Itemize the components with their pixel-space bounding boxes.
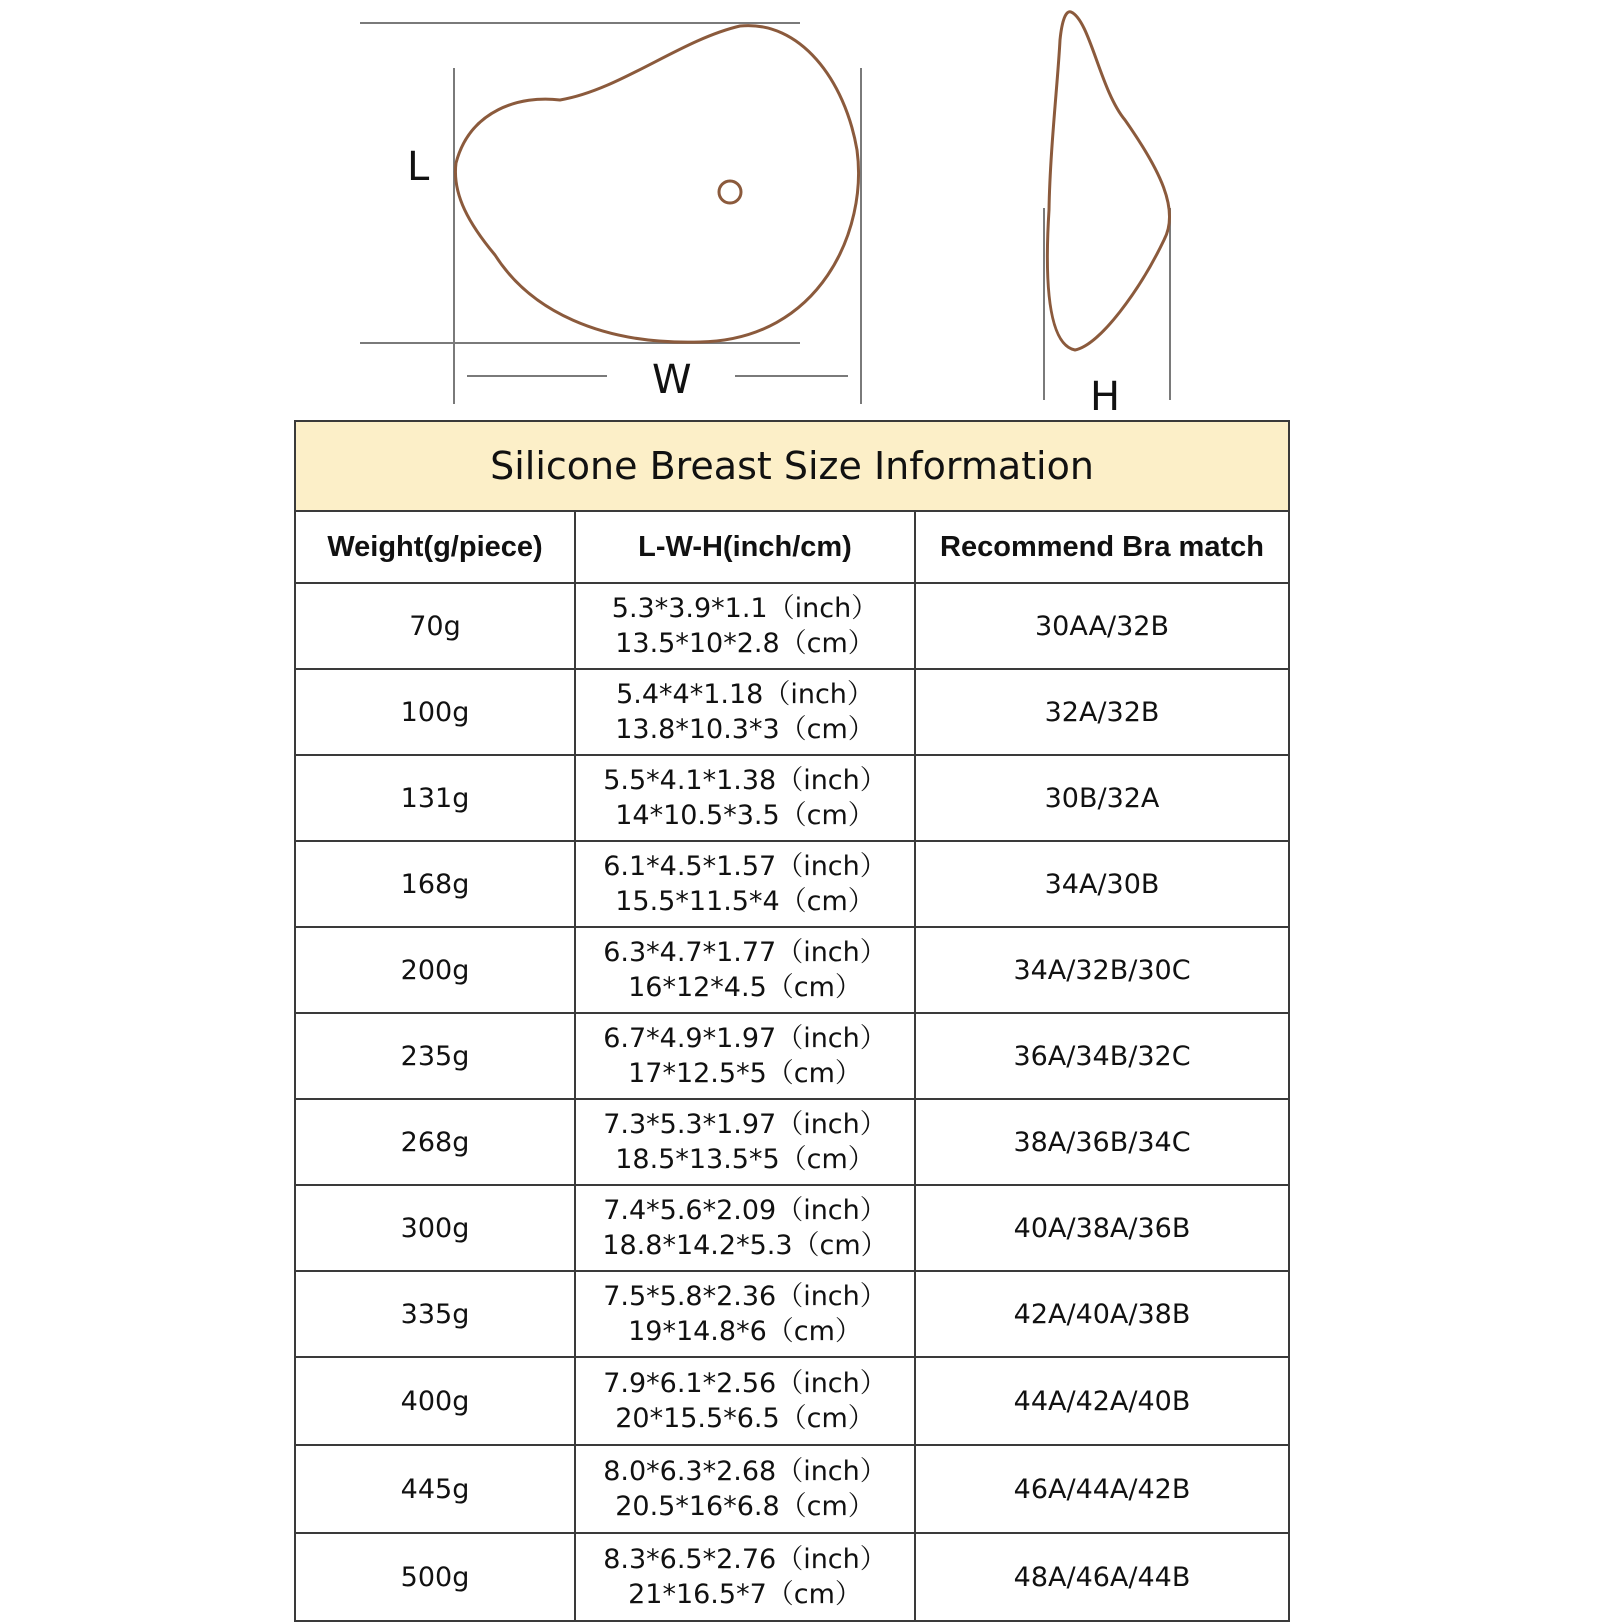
dimensions-cell (575, 1099, 915, 1185)
table-row (295, 841, 1289, 927)
length-label: L (407, 144, 430, 190)
dimensions-cm: 19*14.8*6（cm） (628, 1316, 862, 1347)
dimensions-cell (575, 1533, 915, 1621)
height-label: H (1090, 374, 1121, 420)
table-row (295, 927, 1289, 1013)
bra-match-cell: 36A/34B/32C (915, 1013, 1289, 1099)
dimensions-cell (575, 669, 915, 755)
dimensions-cell (575, 1013, 915, 1099)
bra-match-cell: 32A/32B (915, 669, 1289, 755)
header-dimensions: L-W-H(inch/cm) (575, 511, 915, 583)
size-diagram (0, 0, 1601, 420)
weight-cell: 300g (295, 1185, 575, 1271)
table-header-row (295, 511, 1289, 583)
weight-cell: 445g (295, 1445, 575, 1533)
weight-cell: 168g (295, 841, 575, 927)
dimensions-cm: 18.8*14.2*5.3（cm） (602, 1230, 888, 1261)
bra-match-cell: 34A/30B (915, 841, 1289, 927)
weight-cell: 131g (295, 755, 575, 841)
nipple-marker (719, 181, 741, 203)
bra-match-cell: 34A/32B/30C (915, 927, 1289, 1013)
dimensions-cell (575, 927, 915, 1013)
dimensions-cell (575, 1271, 915, 1357)
table-row (295, 583, 1289, 669)
table-row (295, 1099, 1289, 1185)
table-row (295, 1445, 1289, 1533)
dimensions-cm: 13.8*10.3*3（cm） (615, 714, 875, 745)
bra-match-cell: 46A/44A/42B (915, 1445, 1289, 1533)
weight-cell: 235g (295, 1013, 575, 1099)
dimensions-cell (575, 1185, 915, 1271)
weight-cell: 200g (295, 927, 575, 1013)
width-label: W (652, 357, 692, 403)
bra-match-cell: 38A/36B/34C (915, 1099, 1289, 1185)
table-row (295, 1533, 1289, 1621)
table-title-row (295, 421, 1289, 511)
dimensions-cell (575, 1445, 915, 1533)
bra-match-cell: 30AA/32B (915, 583, 1289, 669)
weight-cell: 70g (295, 583, 575, 669)
dimensions-cm: 14*10.5*3.5（cm） (615, 800, 875, 831)
dimensions-inch: 5.3*3.9*1.1（inch） (611, 593, 879, 624)
weight-cell: 335g (295, 1271, 575, 1357)
dimensions-inch: 7.9*6.1*2.56（inch） (603, 1368, 887, 1399)
dimensions-inch: 6.3*4.7*1.77（inch） (603, 937, 887, 968)
table-title: Silicone Breast Size Information (295, 421, 1289, 511)
dimensions-inch: 8.3*6.5*2.76（inch） (603, 1544, 887, 1575)
dimensions-cm: 21*16.5*7（cm） (628, 1579, 862, 1610)
table-row (295, 755, 1289, 841)
dimensions-inch: 5.4*4*1.18（inch） (616, 679, 874, 710)
weight-cell: 100g (295, 669, 575, 755)
table-row (295, 1185, 1289, 1271)
table-row (295, 1357, 1289, 1445)
weight-cell: 268g (295, 1099, 575, 1185)
weight-cell: 500g (295, 1533, 575, 1621)
dimensions-inch: 8.0*6.3*2.68（inch） (603, 1456, 887, 1487)
dimensions-cell (575, 583, 915, 669)
bra-match-cell: 44A/42A/40B (915, 1357, 1289, 1445)
dimensions-cm: 20*15.5*6.5（cm） (615, 1403, 875, 1434)
dimensions-cell (575, 841, 915, 927)
bra-match-cell: 48A/46A/44B (915, 1533, 1289, 1621)
size-table (294, 420, 1290, 1622)
dimensions-cm: 16*12*4.5（cm） (628, 972, 862, 1003)
dimensions-inch: 6.1*4.5*1.57（inch） (603, 851, 887, 882)
table-row (295, 1013, 1289, 1099)
front-view-outline (455, 26, 858, 343)
dimensions-cm: 17*12.5*5（cm） (628, 1058, 862, 1089)
weight-cell: 400g (295, 1357, 575, 1445)
table-body (295, 583, 1289, 1621)
header-weight: Weight(g/piece) (295, 511, 575, 583)
bra-match-cell: 30B/32A (915, 755, 1289, 841)
table-row (295, 1271, 1289, 1357)
bra-match-cell: 40A/38A/36B (915, 1185, 1289, 1271)
dimensions-cm: 20.5*16*6.8（cm） (615, 1491, 875, 1522)
dimensions-inch: 7.5*5.8*2.36（inch） (603, 1281, 887, 1312)
dimensions-cell (575, 1357, 915, 1445)
dimensions-cell (575, 755, 915, 841)
dimensions-cm: 15.5*11.5*4（cm） (615, 886, 875, 917)
bra-match-cell: 42A/40A/38B (915, 1271, 1289, 1357)
dimensions-inch: 7.4*5.6*2.09（inch） (603, 1195, 887, 1226)
side-view-outline (1047, 12, 1169, 350)
dimensions-cm: 18.5*13.5*5（cm） (615, 1144, 875, 1175)
table-row (295, 669, 1289, 755)
dimensions-inch: 7.3*5.3*1.97（inch） (603, 1109, 887, 1140)
dimensions-inch: 5.5*4.1*1.38（inch） (603, 765, 887, 796)
dimensions-cm: 13.5*10*2.8（cm） (615, 628, 875, 659)
header-bra-match: Recommend Bra match (915, 511, 1289, 583)
dimensions-inch: 6.7*4.9*1.97（inch） (603, 1023, 887, 1054)
